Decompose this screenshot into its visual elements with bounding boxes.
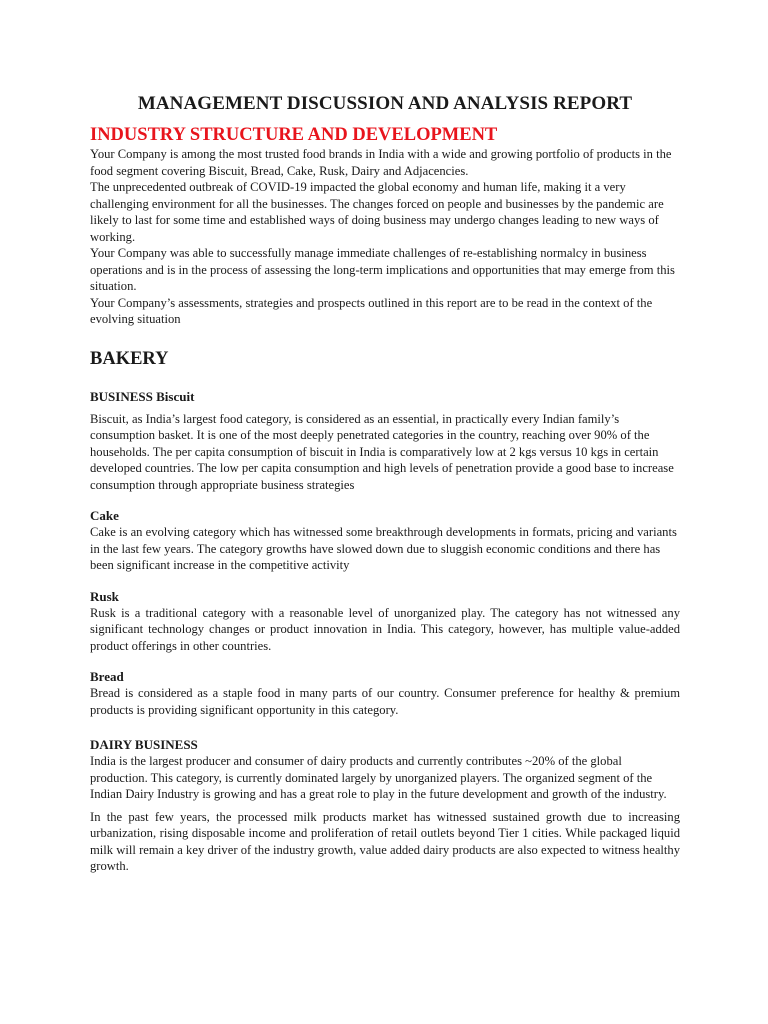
dairy-paragraph-1: India is the largest producer and consumer of dairy products and currently contributes ~20% of the global production. This category, is currently dominated largely by unorganized players. The organized segment of the Indian Dairy Industry is growing and has a great role to play in the future development and growth of the industry. (90, 754, 667, 801)
biscuit-section (90, 388, 680, 494)
industry-heading: INDUSTRY STRUCTURE AND DEVELOPMENT (90, 125, 498, 145)
bread-text: Bread is considered as a staple food in many parts of our country. Consumer preference for healthy & premium products is providing significant opportunity in this category. (90, 686, 680, 717)
industry-paragraph-4: Your Company’s assessments, strategies and prospects outlined in this report are to be read in the context of the evolving situation (90, 295, 653, 326)
cake-text: Cake is an evolving category which has witnessed some breakthrough developments in formats, pricing and variants in the last few years. The category growths have slowed down due to sluggish economic conditions and there has been significant increase in the competitive activity (90, 525, 677, 572)
biscuit-text: Biscuit, as India’s largest food category, is considered as an essential, in practically every Indian family’s consumption basket. It is one of the most deeply penetrated categories in the country, reaching over 90% of the households. The per capita consumption of biscuit in India is comparatively low at 2 kgs versus 10 kgs in certain developed countries. The low per capita consumption and high levels of penetration provide a good base to increase consumption through appropriate business strategies (90, 411, 674, 492)
rusk-section (90, 588, 680, 655)
industry-paragraph-3: Your Company was able to successfully manage immediate challenges of re-establishing normalcy in business operations and is in the process of assessing the long-term implications and opportunities that may emerge from this situation. (90, 246, 675, 293)
bread-section (90, 668, 680, 718)
biscuit-heading: BUSINESS Biscuit (90, 388, 195, 404)
document-page (90, 92, 680, 875)
cake-heading: Cake (90, 508, 119, 523)
bakery-heading: BAKERY (90, 348, 169, 369)
dairy-paragraph-2: In the past few years, the processed milk products market has witnessed sustained growth due to increasing urbanization, rising disposable income and proliferation of retail outlets beyond Tier 1 cities. While packaged liquid milk will remain a key driver of the industry growth, value added dairy products are also expected to witness healthy growth. (90, 809, 680, 873)
industry-paragraph-1: Your Company is among the most trusted food brands in India with a wide and growing portfolio of products in the food segment covering Biscuit, Bread, Cake, Rusk, Dairy and Adjacencies. (90, 147, 672, 178)
cake-section (90, 507, 680, 574)
industry-section (90, 146, 680, 328)
rusk-heading: Rusk (90, 588, 119, 604)
industry-paragraph-2: The unprecedented outbreak of COVID-19 impacted the global economy and human life, making it a very challenging environment for all the businesses. The changes forced on people and businesses by the pandemic are likely to last for some time and established ways of doing business may undergo changes leading to new ways of working. (90, 180, 664, 244)
dairy-heading: DAIRY BUSINESS (90, 737, 198, 752)
rusk-text: Rusk is a traditional category with a reasonable level of unorganized play. The category has not witnessed any significant technology changes or product innovation in India. This category, however, has multiple value-added product offerings in other countries. (90, 605, 680, 653)
document-title: MANAGEMENT DISCUSSION AND ANALYSIS REPORT (137, 93, 633, 114)
bread-heading: Bread (90, 669, 124, 684)
dairy-section (90, 736, 680, 875)
